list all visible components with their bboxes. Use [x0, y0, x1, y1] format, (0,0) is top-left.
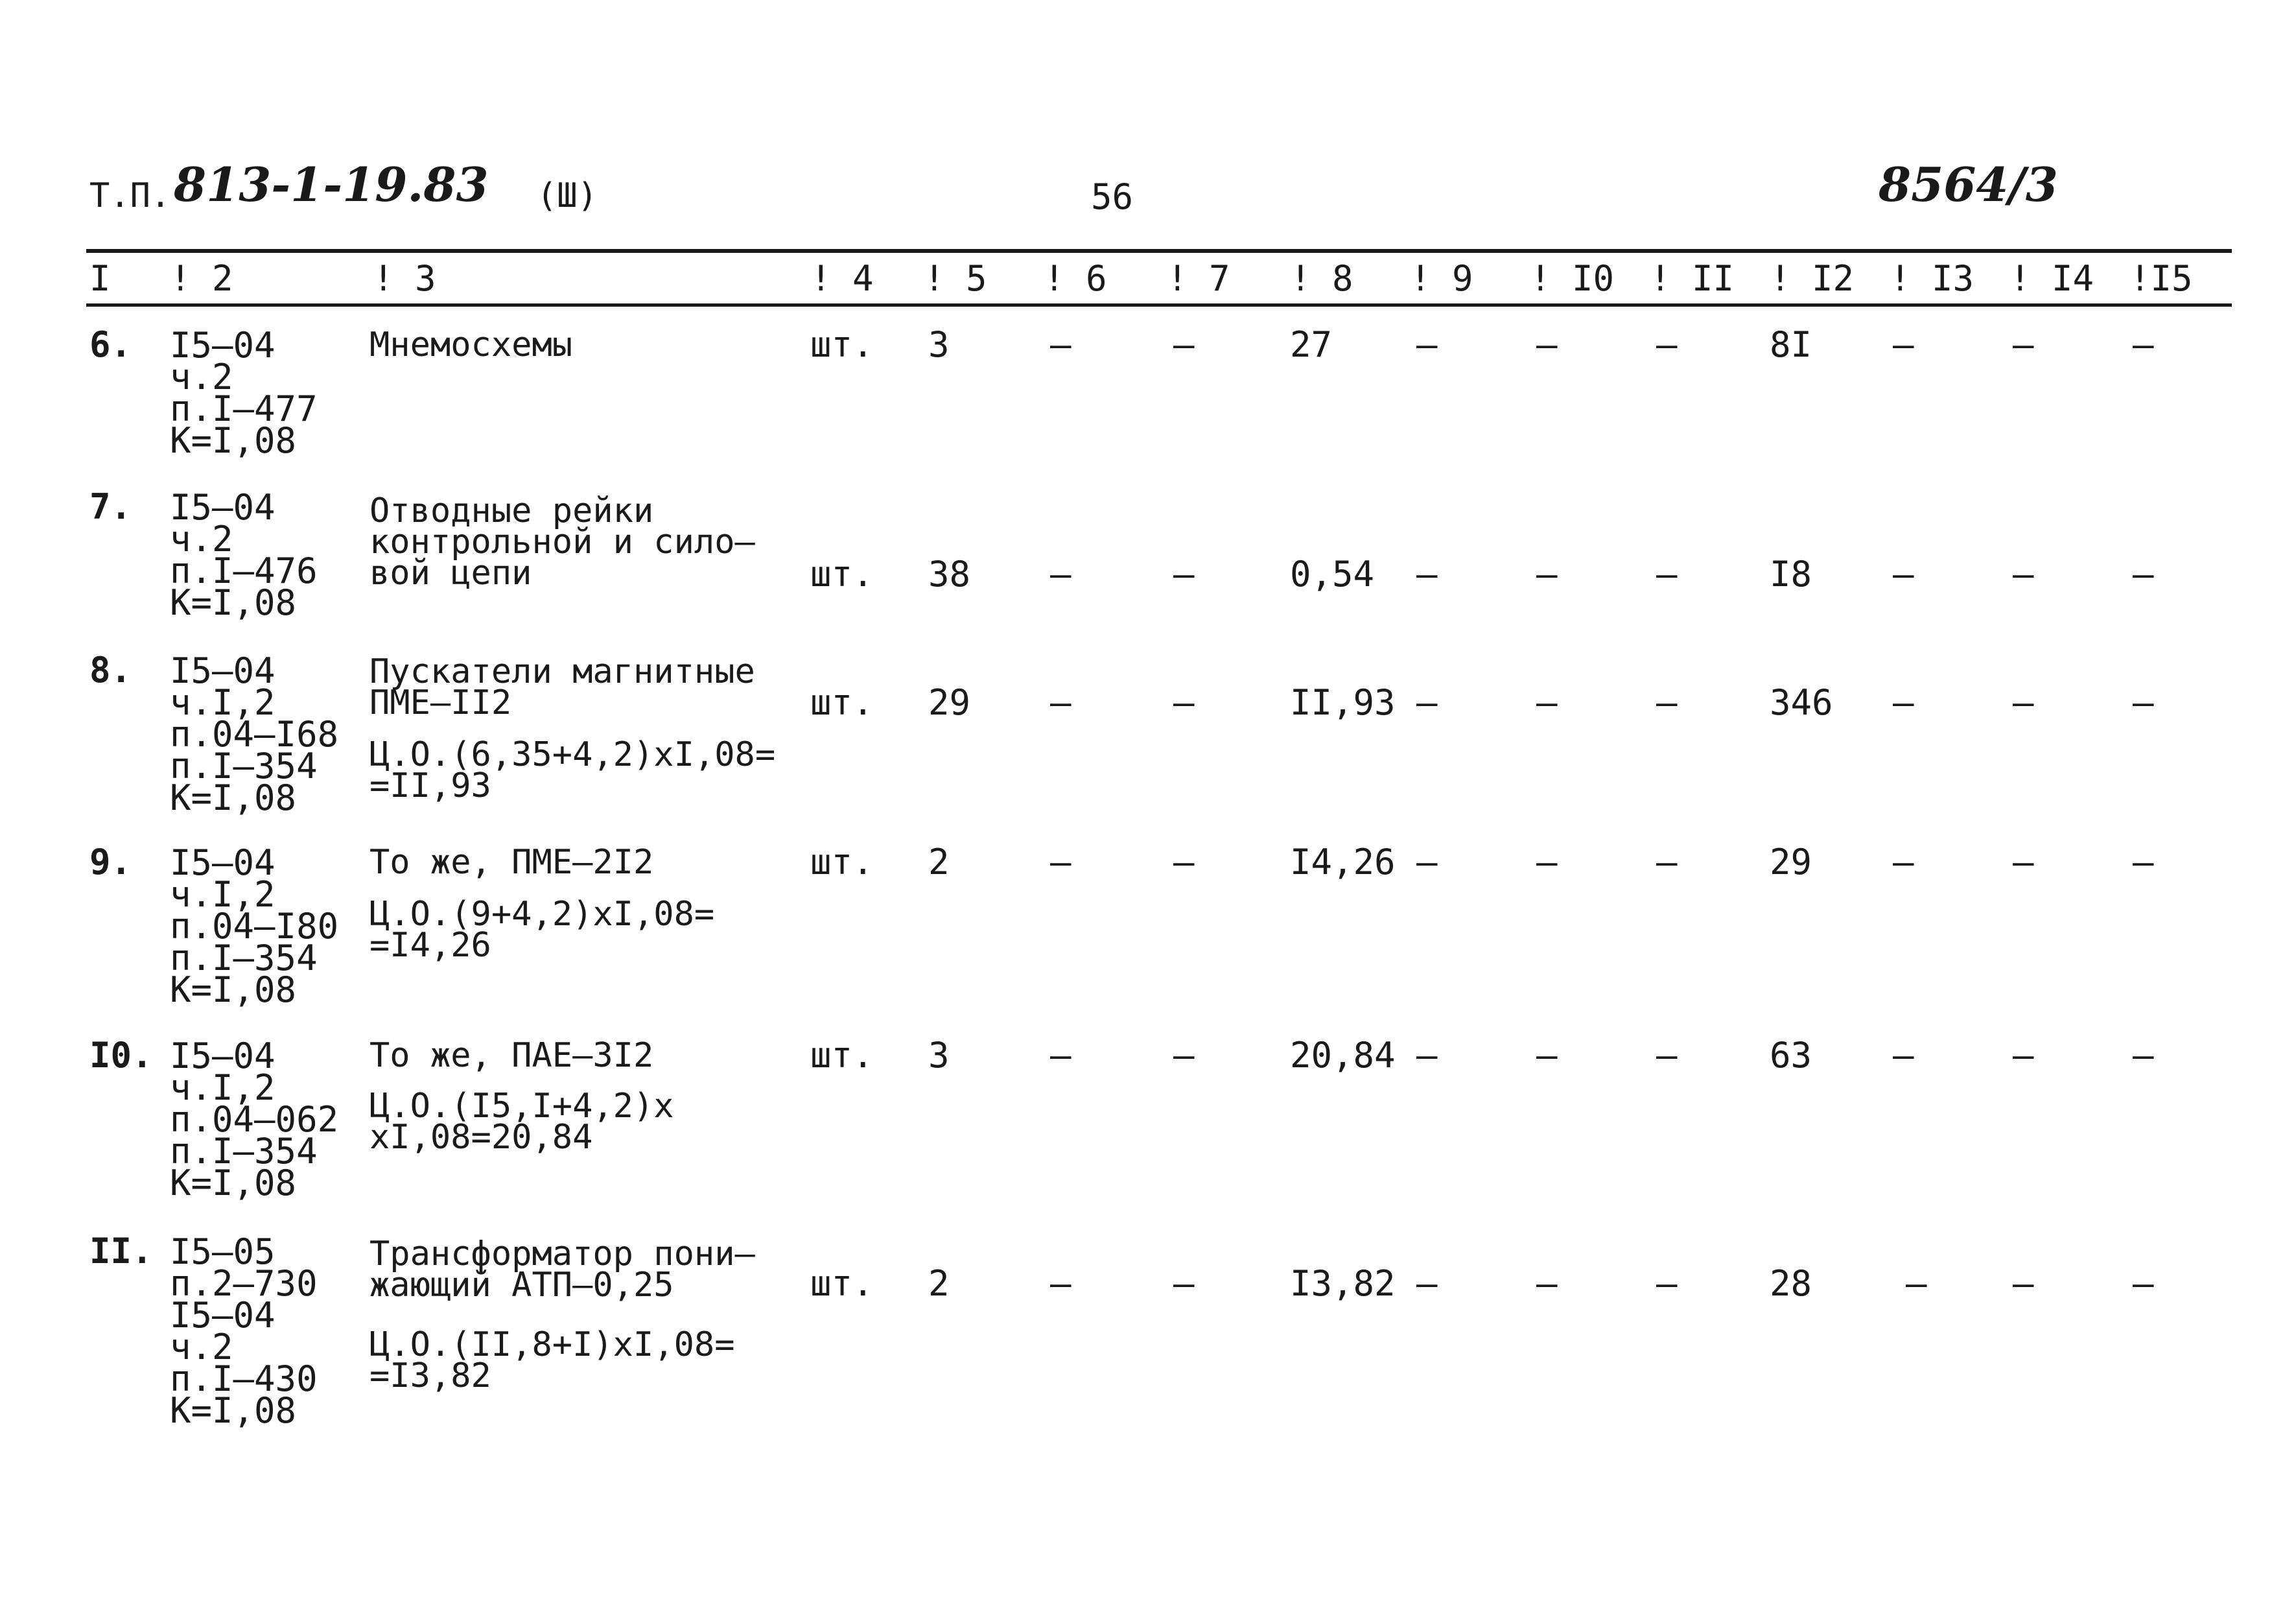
dash-cell: –	[1416, 1263, 1438, 1304]
description-line: жающий АТП–0,25	[369, 1266, 674, 1305]
dash-cell: –	[1536, 324, 1558, 365]
norm-line: К=I,08	[170, 1163, 297, 1203]
column-number: ! 9	[1410, 258, 1473, 299]
quantity-cell: 2	[928, 1263, 950, 1304]
unit-cost-cell: 20,84	[1290, 1035, 1396, 1076]
dash-cell: –	[1050, 554, 1072, 595]
table-top-rule	[86, 249, 2232, 253]
dash-cell: –	[1536, 554, 1558, 595]
norm-line: I5–04	[170, 1295, 275, 1336]
dash-cell: –	[1416, 842, 1438, 882]
dash-cell: –	[1173, 682, 1195, 723]
dash-cell: –	[1173, 1263, 1195, 1304]
dash-cell: –	[2013, 842, 2034, 882]
dash-cell: –	[2013, 324, 2034, 365]
dash-cell: –	[1173, 554, 1195, 595]
unit-cell: шт.	[810, 324, 874, 365]
unit-cost-cell: II,93	[1290, 682, 1396, 723]
dash-cell: –	[1893, 554, 1914, 595]
dash-cell: –	[2133, 324, 2154, 365]
column-number: !I5	[2129, 258, 2193, 299]
column-number: ! 2	[170, 258, 233, 299]
total-cost-cell: 28	[1770, 1263, 1812, 1304]
item-description	[369, 491, 755, 593]
column-number: ! I3	[1890, 258, 1974, 299]
unit-cell: шт.	[810, 682, 874, 723]
dash-cell: –	[2133, 682, 2154, 723]
dash-cell: –	[2133, 1263, 2154, 1304]
norm-line: I5–04	[170, 487, 275, 528]
norm-line: п.2–730	[170, 1263, 318, 1304]
column-number: ! II	[1650, 258, 1735, 299]
column-number: I	[89, 258, 111, 299]
norm-reference	[170, 842, 339, 1010]
total-cost-cell: 63	[1770, 1035, 1812, 1076]
dash-cell: –	[1656, 554, 1678, 595]
dash-cell: –	[1050, 1035, 1072, 1076]
norm-line: п.I–354	[170, 1131, 318, 1172]
total-cost-cell: 346	[1770, 682, 1833, 723]
unit-cost-cell: I4,26	[1290, 842, 1396, 882]
description-line: контрольной и сило–	[369, 523, 755, 562]
norm-line: ч.2	[170, 357, 233, 397]
norm-line: п.04–I68	[170, 714, 339, 755]
dash-cell: –	[2013, 682, 2034, 723]
column-number: ! 5	[924, 258, 987, 299]
section-mark: (Ш)	[537, 176, 598, 215]
description-line: Мнемосхемы	[369, 325, 573, 364]
dash-cell: –	[1416, 682, 1438, 723]
unit-cell: шт.	[810, 554, 874, 595]
sheet-ref-handwritten: 8564/3	[1879, 157, 2058, 212]
calculation-line: Ц.О.(II,8+I)хI,08=	[369, 1325, 735, 1364]
dash-cell: –	[1656, 1263, 1678, 1304]
description-line: То же, ПАЕ–3I2	[369, 1036, 654, 1075]
dash-cell: –	[2013, 1035, 2034, 1076]
dash-cell: –	[1416, 1035, 1438, 1076]
quantity-cell: 3	[928, 1035, 950, 1076]
quantity-cell: 38	[928, 554, 971, 595]
norm-line: п.04–I80	[170, 906, 339, 947]
dash-cell: –	[1656, 1035, 1678, 1076]
row-number: 6.	[89, 324, 132, 365]
norm-line: I5–04	[170, 650, 275, 691]
dash-cell: –	[1906, 1263, 1927, 1304]
dash-cell: –	[2133, 1035, 2154, 1076]
norm-reference	[170, 325, 318, 461]
norm-line: I5–04	[170, 1035, 275, 1076]
item-description	[369, 652, 755, 722]
norm-line: I5–04	[170, 842, 275, 883]
unit-cost-cell: I3,82	[1290, 1263, 1396, 1304]
column-number: ! I4	[2009, 258, 2094, 299]
row-number: 7.	[89, 486, 132, 527]
description-line: Отводные рейки	[369, 491, 654, 530]
unit-cell: шт.	[810, 842, 874, 882]
dash-cell: –	[1656, 682, 1678, 723]
row-number: II.	[89, 1231, 153, 1271]
norm-line: ч.2	[170, 519, 233, 560]
project-number-handwritten: 813-1-19.83	[174, 157, 489, 212]
dash-cell: –	[2133, 842, 2154, 882]
norm-line: I5–04	[170, 325, 275, 366]
norm-line: К=I,08	[170, 1390, 297, 1431]
calculation-line: хI,08=20,84	[369, 1118, 593, 1157]
description-line: ПМЕ–II2	[369, 683, 512, 722]
norm-line: I5–05	[170, 1231, 275, 1272]
item-description	[369, 843, 654, 882]
unit-cell: шт.	[810, 1263, 874, 1304]
norm-line: п.I–354	[170, 938, 318, 978]
norm-line: п.04–062	[170, 1099, 339, 1140]
description-line: То же, ПМЕ–2I2	[369, 843, 654, 882]
dash-cell: –	[1536, 1035, 1558, 1076]
total-cost-cell: 8I	[1770, 324, 1812, 365]
dash-cell: –	[2133, 554, 2154, 595]
dash-cell: –	[1893, 842, 1914, 882]
column-number: ! 8	[1290, 258, 1353, 299]
dash-cell: –	[1893, 324, 1914, 365]
norm-line: п.I–354	[170, 746, 318, 786]
dash-cell: –	[1893, 682, 1914, 723]
norm-line: ч.2	[170, 1327, 233, 1367]
norm-reference	[170, 1231, 318, 1431]
dash-cell: –	[2013, 554, 2034, 595]
column-number: ! I2	[1770, 258, 1855, 299]
norm-line: К=I,08	[170, 777, 297, 818]
dash-cell: –	[1050, 1263, 1072, 1304]
dash-cell: –	[1416, 324, 1438, 365]
norm-reference	[170, 650, 339, 818]
dash-cell: –	[2013, 1263, 2034, 1304]
column-number: ! 7	[1167, 258, 1230, 299]
norm-line: ч.I,2	[170, 682, 275, 723]
quantity-cell: 29	[928, 682, 971, 723]
table-header-rule	[86, 303, 2232, 307]
dash-cell: –	[1893, 1035, 1914, 1076]
item-description	[369, 325, 573, 364]
norm-line: ч.I,2	[170, 1067, 275, 1108]
item-description	[369, 1235, 755, 1305]
dash-cell: –	[1536, 1263, 1558, 1304]
dash-cell: –	[1656, 842, 1678, 882]
calculation-line: Ц.О.(I5,I+4,2)х	[369, 1087, 674, 1126]
price-calculation	[369, 1325, 735, 1395]
quantity-cell: 2	[928, 842, 950, 882]
dash-cell: –	[1050, 842, 1072, 882]
row-number: I0.	[89, 1035, 153, 1076]
column-number: ! I0	[1530, 258, 1615, 299]
total-cost-cell: 29	[1770, 842, 1812, 882]
dash-cell: –	[1050, 324, 1072, 365]
price-calculation	[369, 735, 776, 805]
calculation-line: Ц.О.(6,35+4,2)хI,08=	[369, 735, 776, 774]
dash-cell: –	[1416, 554, 1438, 595]
calculation-line: =II,93	[369, 766, 491, 805]
norm-line: ч.I,2	[170, 874, 275, 915]
dash-cell: –	[1536, 842, 1558, 882]
doc-prefix: Т.П.	[89, 176, 171, 215]
price-calculation	[369, 895, 715, 965]
page-number: 56	[1091, 176, 1134, 217]
dash-cell: –	[1173, 842, 1195, 882]
description-line: вой цепи	[369, 554, 532, 593]
quantity-cell: 3	[928, 324, 950, 365]
dash-cell: –	[1173, 1035, 1195, 1076]
column-number: ! 3	[373, 258, 436, 299]
norm-line: п.I–477	[170, 388, 318, 429]
description-line: Пускатели магнитные	[369, 652, 755, 691]
norm-reference	[170, 1035, 339, 1203]
row-number: 8.	[89, 650, 132, 691]
row-number: 9.	[89, 842, 132, 882]
description-line: Трансформатор пони–	[369, 1235, 755, 1273]
unit-cost-cell: 27	[1290, 324, 1333, 365]
norm-line: К=I,08	[170, 420, 297, 461]
dash-cell: –	[1173, 324, 1195, 365]
dash-cell: –	[1536, 682, 1558, 723]
column-number: ! 4	[810, 258, 874, 299]
total-cost-cell: I8	[1770, 554, 1812, 595]
column-number: ! 6	[1044, 258, 1107, 299]
unit-cell: шт.	[810, 1035, 874, 1076]
norm-reference	[170, 487, 318, 623]
norm-line: п.I–430	[170, 1358, 318, 1399]
norm-line: п.I–476	[170, 550, 318, 591]
item-description	[369, 1036, 654, 1075]
calculation-line: =I4,26	[369, 926, 491, 965]
price-calculation	[369, 1087, 674, 1157]
calculation-line: =I3,82	[369, 1356, 491, 1395]
norm-line: К=I,08	[170, 582, 297, 623]
dash-cell: –	[1050, 682, 1072, 723]
dash-cell: –	[1656, 324, 1678, 365]
calculation-line: Ц.О.(9+4,2)хI,08=	[369, 895, 715, 934]
norm-line: К=I,08	[170, 969, 297, 1010]
unit-cost-cell: 0,54	[1290, 554, 1375, 595]
